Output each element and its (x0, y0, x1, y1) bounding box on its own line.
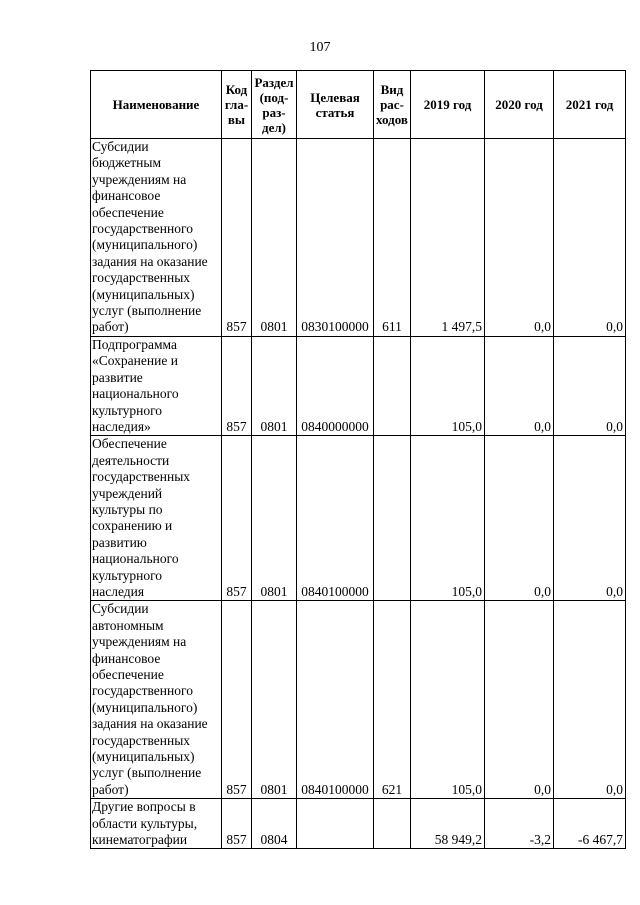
row-expense-type (374, 336, 411, 435)
row-target-article: 0840000000 (297, 336, 374, 435)
row-target-article (297, 799, 374, 849)
row-section: 0801 (252, 139, 297, 337)
row-target-article: 0840100000 (297, 601, 374, 799)
row-2021: -6 467,7 (554, 799, 626, 849)
row-expense-type (374, 799, 411, 849)
row-expense-type: 621 (374, 601, 411, 799)
row-chapter-code: 857 (222, 139, 252, 337)
row-2021: 0,0 (554, 436, 626, 601)
table-row (91, 799, 626, 849)
row-name: Другие вопросы в области культуры, кинематографии (91, 799, 222, 849)
row-2020: 0,0 (485, 139, 554, 337)
row-section: 0804 (252, 799, 297, 849)
row-chapter-code: 857 (222, 336, 252, 435)
row-2019: 105,0 (411, 336, 485, 435)
row-2020: 0,0 (485, 601, 554, 799)
header-2021: 2021 год (554, 71, 626, 139)
row-2019: 58 949,2 (411, 799, 485, 849)
table-row (91, 336, 626, 435)
row-2021: 0,0 (554, 601, 626, 799)
row-name: Обеспечение деятельности государственных учреждений культуры по сохранению и развитию национального культурного наследия (91, 436, 222, 601)
row-name: Субсидии автономным учреждениям на финансовое обеспечение государственного (муниципального) задания на оказание государственных (муниципальных) услуг (выполнение работ) (91, 601, 222, 799)
row-name: Подпрограмма «Сохранение и развитие национального культурного наследия» (91, 336, 222, 435)
header-row (91, 71, 626, 139)
budget-table (90, 70, 626, 849)
page-number: 107 (309, 40, 331, 55)
table-row (91, 139, 626, 337)
header-expense-type: Вид рас- ходов (374, 71, 411, 139)
header-section: Раздел (под- раз- дел) (252, 71, 297, 139)
row-target-article: 0830100000 (297, 139, 374, 337)
header-2020: 2020 год (485, 71, 554, 139)
row-section: 0801 (252, 336, 297, 435)
row-chapter-code: 857 (222, 436, 252, 601)
row-2019: 105,0 (411, 601, 485, 799)
row-2020: 0,0 (485, 436, 554, 601)
row-expense-type: 611 (374, 139, 411, 337)
row-2019: 1 497,5 (411, 139, 485, 337)
header-name: Наименование (91, 71, 222, 139)
row-chapter-code: 857 (222, 799, 252, 849)
row-section: 0801 (252, 601, 297, 799)
row-target-article: 0840100000 (297, 436, 374, 601)
table-row (91, 601, 626, 799)
row-2021: 0,0 (554, 336, 626, 435)
row-2021: 0,0 (554, 139, 626, 337)
row-2019: 105,0 (411, 436, 485, 601)
header-target-article: Целевая статья (297, 71, 374, 139)
row-2020: -3,2 (485, 799, 554, 849)
header-2019: 2019 год (411, 71, 485, 139)
row-section: 0801 (252, 436, 297, 601)
row-2020: 0,0 (485, 336, 554, 435)
row-chapter-code: 857 (222, 601, 252, 799)
row-expense-type (374, 436, 411, 601)
table-row (91, 436, 626, 601)
header-chapter-code: Код гла- вы (222, 71, 252, 139)
row-name: Субсидии бюджетным учреждениям на финансовое обеспечение государственного (муниципального) задания на оказание государственных (муниципальных) услуг (выполнение работ) (91, 139, 222, 337)
